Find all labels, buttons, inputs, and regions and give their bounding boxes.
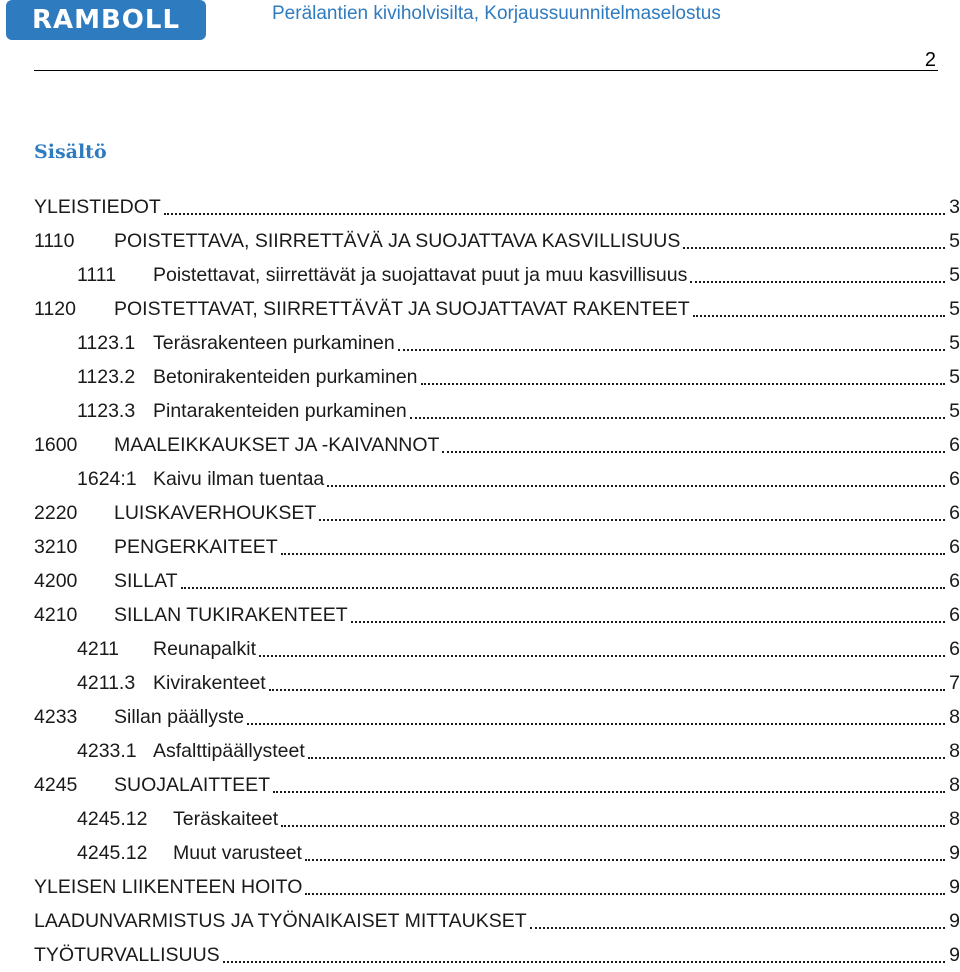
toc-entry-title: Teräsrakenteen purkaminen: [153, 331, 395, 354]
toc-entry-number: 4233.1: [77, 739, 137, 762]
toc-entry[interactable]: [34, 870, 960, 904]
toc-entry-number: 1123.2: [77, 365, 136, 388]
toc-entry-number: 4245: [34, 773, 78, 796]
toc-entry-page: 8: [949, 705, 960, 728]
document-title: Perälantien kiviholvisilta, Korjaussuunnitelmaselostus: [272, 3, 721, 24]
toc-entry[interactable]: [34, 190, 960, 224]
toc-entry[interactable]: [34, 598, 960, 632]
toc-entry-title: LUISKAVERHOUKSET: [114, 501, 317, 524]
toc-dot-leader: [308, 757, 945, 759]
toc-entry-page: 8: [949, 739, 960, 762]
toc-entry-title: Betonirakenteiden purkaminen: [153, 365, 418, 388]
toc-dot-leader: [273, 791, 945, 793]
toc-dot-leader: [693, 315, 945, 317]
toc-entry[interactable]: [34, 360, 960, 394]
toc-entry-page: 5: [949, 297, 960, 320]
toc-dot-leader: [269, 689, 945, 691]
toc-dot-leader: [259, 655, 945, 657]
toc-entry-title: Asfalttipäällysteet: [153, 739, 305, 762]
toc-entry-number: 1111: [77, 263, 117, 286]
toc-dot-leader: [164, 213, 945, 215]
toc-entry-title: POISTETTAVAT, SIIRRETTÄVÄT JA SUOJATTAVAT RAKENTEET: [114, 297, 690, 320]
toc-entry-page: 9: [949, 943, 960, 966]
toc-entry-page: 6: [949, 637, 960, 660]
toc-entry[interactable]: [34, 258, 960, 292]
toc-entry[interactable]: [34, 904, 960, 938]
toc-entry-title: PENGERKAITEET: [114, 535, 278, 558]
toc-entry-title: Sillan päällyste: [114, 705, 245, 728]
toc-entry-title: Kivirakenteet: [153, 671, 266, 694]
toc-entry-title: Teräskaiteet: [173, 807, 279, 830]
toc-entry-number: 4210: [34, 603, 78, 626]
toc-entry-number: 4245.12: [77, 841, 148, 864]
toc-entry[interactable]: [34, 836, 960, 870]
toc-dot-leader: [281, 825, 945, 827]
toc-entry-number: 1110: [34, 229, 75, 252]
toc-entry-title: POISTETTAVA, SIIRRETTÄVÄ JA SUOJATTAVA KASVILLISUUS: [114, 229, 681, 252]
toc-entry[interactable]: [34, 496, 960, 530]
toc-dot-leader: [683, 247, 945, 249]
toc-entry-page: 8: [949, 807, 960, 830]
toc-entry-title: YLEISTIEDOT: [34, 195, 161, 218]
toc-entry-number: 1624:1: [77, 467, 137, 490]
toc-entry-title: Reunapalkit: [153, 637, 256, 660]
toc-entry-page: 5: [949, 399, 960, 422]
toc-entry-title: MAALEIKKAUKSET JA -KAIVANNOT: [114, 433, 440, 456]
toc-entry[interactable]: [34, 666, 960, 700]
toc-entry-title: LAADUNVARMISTUS JA TYÖNAIKAISET MITTAUKSET: [34, 909, 527, 932]
toc-entry-page: 9: [949, 875, 960, 898]
toc-entry-number: 3210: [34, 535, 78, 558]
toc-entry-page: 9: [949, 909, 960, 932]
toc-dot-leader: [351, 621, 945, 623]
toc-entry[interactable]: [34, 802, 960, 836]
toc-entry-page: 3: [949, 195, 960, 218]
toc-entry-title: TYÖTURVALLISUUS: [34, 943, 220, 966]
toc-entry-page: 6: [949, 501, 960, 524]
toc-dot-leader: [223, 961, 945, 963]
toc-entry-page: 6: [949, 433, 960, 456]
toc-dot-leader: [421, 383, 945, 385]
toc-entry-title: SUOJALAITTEET: [114, 773, 271, 796]
toc-entry-title: SILLAN TUKIRAKENTEET: [114, 603, 348, 626]
toc-entry[interactable]: [34, 632, 960, 666]
toc-entry[interactable]: [34, 326, 960, 360]
toc-entry-number: 2220: [34, 501, 78, 524]
toc-dot-leader: [410, 417, 945, 419]
logo-text: RAMBOLL: [31, 5, 181, 35]
toc-entry-title: Poistettavat, siirrettävät ja suojattavat puut ja muu kasvillisuus: [153, 263, 688, 286]
toc-entry-number: 1600: [34, 433, 78, 456]
toc-entry-number: 4245.12: [77, 807, 148, 830]
toc-entry-number: 1123.1: [77, 331, 136, 354]
ramboll-logo: [6, 0, 206, 40]
toc-dot-leader: [247, 723, 945, 725]
toc-entry[interactable]: [34, 224, 960, 258]
toc-dot-leader: [305, 859, 945, 861]
toc-entry-number: 1120: [34, 297, 76, 320]
toc-dot-leader: [442, 451, 945, 453]
toc-entry-title: Kaivu ilman tuentaa: [153, 467, 325, 490]
toc-entry-page: 5: [949, 229, 960, 252]
toc-entry-page: 6: [949, 569, 960, 592]
toc-dot-leader: [398, 349, 945, 351]
toc-dot-leader: [319, 519, 945, 521]
toc-entry-page: 5: [949, 263, 960, 286]
toc-entry[interactable]: [34, 564, 960, 598]
toc-entry-number: 4200: [34, 569, 78, 592]
toc-entry[interactable]: [34, 292, 960, 326]
page-number: 2: [924, 49, 936, 71]
toc-entry-title: YLEISEN LIIKENTEEN HOITO: [34, 875, 303, 898]
toc-dot-leader: [530, 927, 945, 929]
toc-entry-page: 6: [949, 603, 960, 626]
toc-entry-page: 6: [949, 535, 960, 558]
toc-entry-title: Muut varusteet: [173, 841, 302, 864]
toc-entry-page: 9: [949, 841, 960, 864]
toc-dot-leader: [281, 553, 945, 555]
toc-entry[interactable]: [34, 700, 960, 734]
toc-entry[interactable]: [34, 394, 960, 428]
toc-entry-number: 1123.3: [77, 399, 136, 422]
toc-entry[interactable]: [34, 428, 960, 462]
toc-heading: Sisältö: [34, 141, 107, 163]
toc-entry-title: Pintarakenteiden purkaminen: [153, 399, 407, 422]
toc-dot-leader: [327, 485, 945, 487]
toc-entry[interactable]: [34, 462, 960, 496]
toc-entry-number: 4233: [34, 705, 78, 728]
toc-entry-page: 5: [949, 365, 960, 388]
toc-dot-leader: [181, 587, 945, 589]
toc-entry-number: 4211.3: [77, 671, 136, 694]
toc-entry[interactable]: [34, 734, 960, 768]
toc-entry-page: 7: [949, 671, 960, 694]
toc-entry-page: 6: [949, 467, 960, 490]
toc-dot-leader: [690, 281, 945, 283]
toc-entry[interactable]: [34, 530, 960, 564]
header-divider: [34, 70, 938, 71]
toc-dot-leader: [305, 893, 945, 895]
toc-entry-page: 8: [949, 773, 960, 796]
table-of-contents: [34, 190, 960, 972]
toc-entry[interactable]: [34, 768, 960, 802]
toc-entry-number: 4211: [77, 637, 119, 660]
toc-entry-page: 5: [949, 331, 960, 354]
toc-entry-title: SILLAT: [114, 569, 178, 592]
